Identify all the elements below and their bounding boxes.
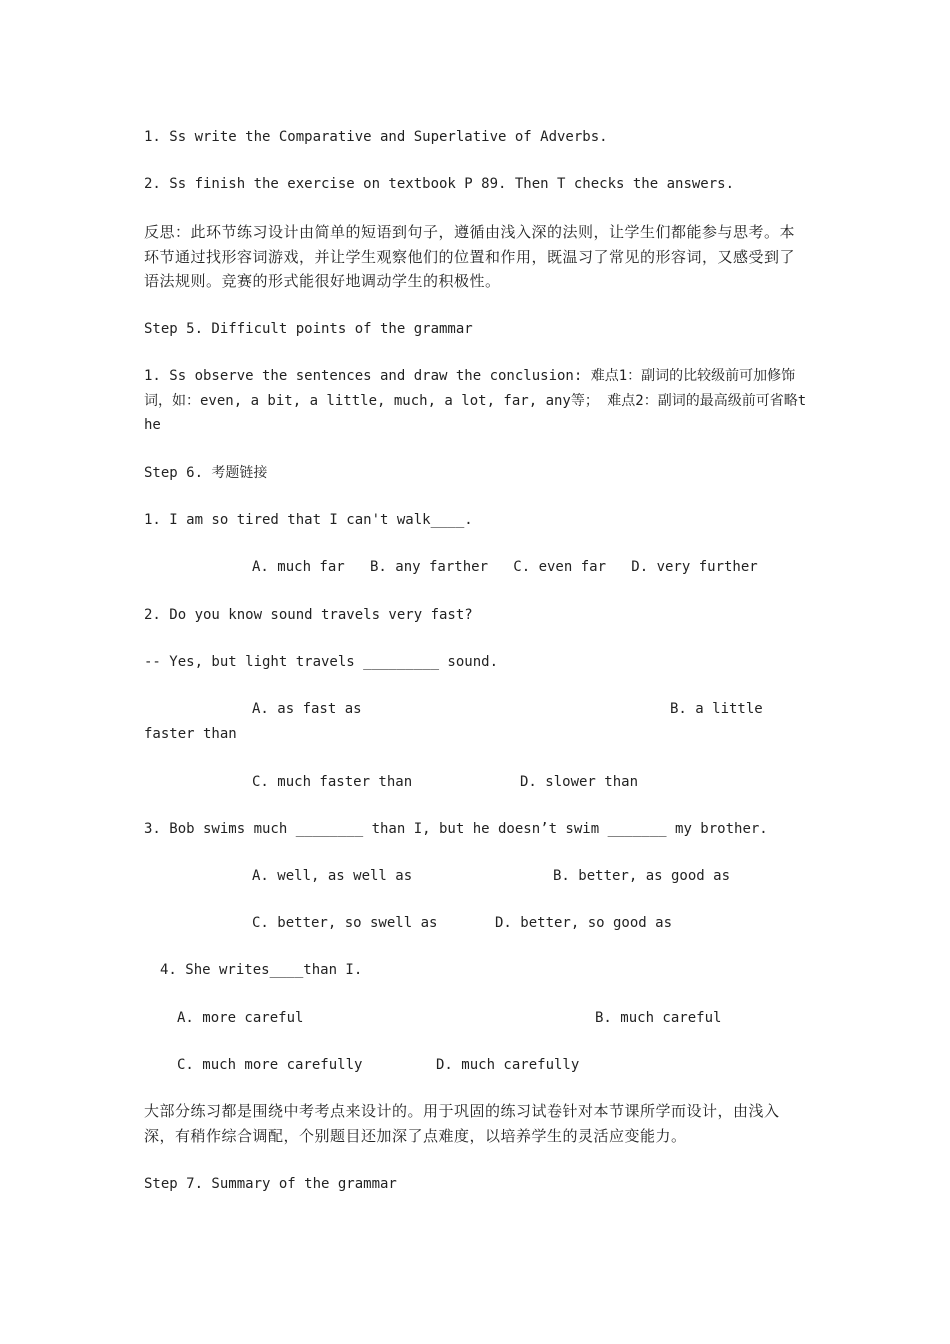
question-2-option-a: A. as fast as: [252, 701, 362, 717]
question-2-option-b-continued: faster than: [144, 726, 237, 742]
question-3-option-b: B. better, as good as: [553, 868, 731, 884]
question-2-reply: -- Yes, but light travels _________ sound.: [144, 654, 499, 670]
step5-heading: Step 5. Difficult points of the grammar: [144, 321, 473, 337]
question-1-stem: 1. I am so tired that I can't walk____.: [144, 512, 473, 528]
question-3-option-d: D. better, so good as: [495, 915, 673, 931]
question-4-option-b: B. much careful: [595, 1010, 722, 1026]
question-2-option-b: B. a little: [670, 701, 763, 717]
exercise-item-2: 2. Ss finish the exercise on textbook P 89. Then T checks the answers.: [144, 176, 735, 192]
question-3-option-c: C. better, so swell as: [252, 915, 438, 931]
question-4-stem: 4. She writes____than I.: [160, 962, 363, 978]
step5-item-1: 1. Ss observe the sentences and draw the conclusion: 难点1：副词的比较级前可加修饰词，如：even, a bit, a little, much, a lot, far, any等； 难点2：副词的最高级前可省略the: [144, 368, 807, 433]
exercise-item-1: 1. Ss write the Comparative and Superlative of Adverbs.: [144, 129, 608, 145]
question-2-option-c: C. much faster than: [252, 774, 413, 790]
reflection-paragraph-2: 大部分练习都是围绕中考考点来设计的。用于巩固的练习试卷针对本节课所学而设计，由浅入深，有稍作综合调配，个别题目还加深了点难度，以培养学生的灵活应变能力。: [144, 1102, 780, 1145]
question-4-option-c: C. much more carefully: [177, 1057, 363, 1073]
reflection-paragraph-1: 反思：此环节练习设计由简单的短语到句子，遵循由浅入深的法则，让学生们都能参与思考。本环节通过找形容词游戏，并让学生观察他们的位置和作用，既温习了常见的形容词，又感受到了语法规则。竞赛的形式能很好地调动学生的积极性。: [144, 223, 796, 290]
question-2-stem: 2. Do you know sound travels very fast?: [144, 607, 473, 623]
question-4-option-d: D. much carefully: [436, 1057, 580, 1073]
step7-heading: Step 7. Summary of the grammar: [144, 1176, 397, 1192]
question-3-stem: 3. Bob swims much ________ than I, but he doesn’t swim _______ my brother.: [144, 821, 768, 837]
step6-heading: Step 6. 考题链接: [144, 465, 268, 481]
question-2-option-d: D. slower than: [520, 774, 639, 790]
question-4-option-a: A. more careful: [177, 1010, 304, 1026]
question-3-option-a: A. well, as well as: [252, 868, 413, 884]
question-1-options: A. much far B. any farther C. even far D. very further: [252, 559, 758, 575]
